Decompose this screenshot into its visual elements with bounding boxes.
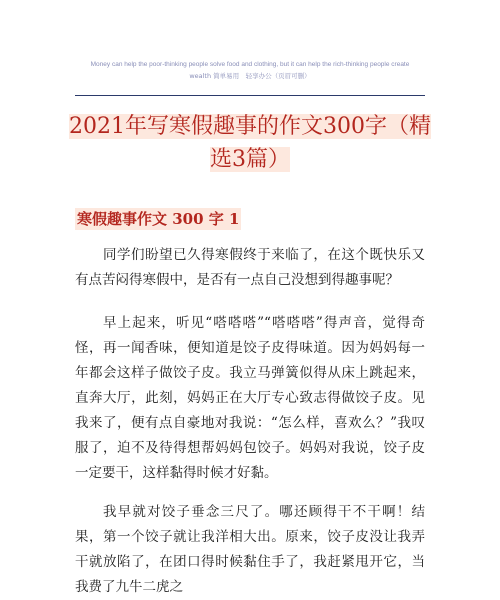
section-heading: 寒假趣事作文 300 字 1 [77, 210, 240, 228]
document-title-text: 2021年写寒假趣事的作文300字（精选3篇） [69, 114, 431, 172]
paragraph-3: 我早就对饺子垂念三尺了。哪还顾得干不干啊！结果，第一个饺子就让我洋相大出。原来，饺子皮没让我弄干就放陷了，在团口得时候黏住手了，我赶紧甩开它，当我费了九牛二虎之 [75, 504, 425, 595]
header-english-line: Money can help the poor-thinking people solve food and clothing, but it can help the rich-thinking people create [90, 61, 410, 68]
header-sub-line: wealth 简单易用 轻享办公（页眉可删） [189, 72, 311, 80]
header-divider [75, 95, 425, 96]
page-header [75, 60, 425, 82]
paragraph-1: 同学们盼望已久得寒假终于来临了，在这个既快乐又有点苦闷得寒假中，是否有一点自己没想到得趣事呢？ [75, 247, 425, 288]
paragraph-2: 早上起来，听见“嗒嗒嗒”“嗒嗒嗒”得声音，觉得奇怪，再一闻香味，便知道是饺子皮得味道。因为妈妈每一年都会这样子做饺子皮。我立马弹簧似得从床上跳起来，直奔大厅，此刻，妈妈正在大厅专心致志得做饺子皮。见我来了，便有点自豪地对我说：“怎么样，喜欢么？”我叹服了，迫不及待得想帮妈妈包饺子。妈妈对我说，饺子皮一定要干，这样黏得时候才好黏。 [75, 315, 425, 481]
document-title [60, 110, 440, 176]
